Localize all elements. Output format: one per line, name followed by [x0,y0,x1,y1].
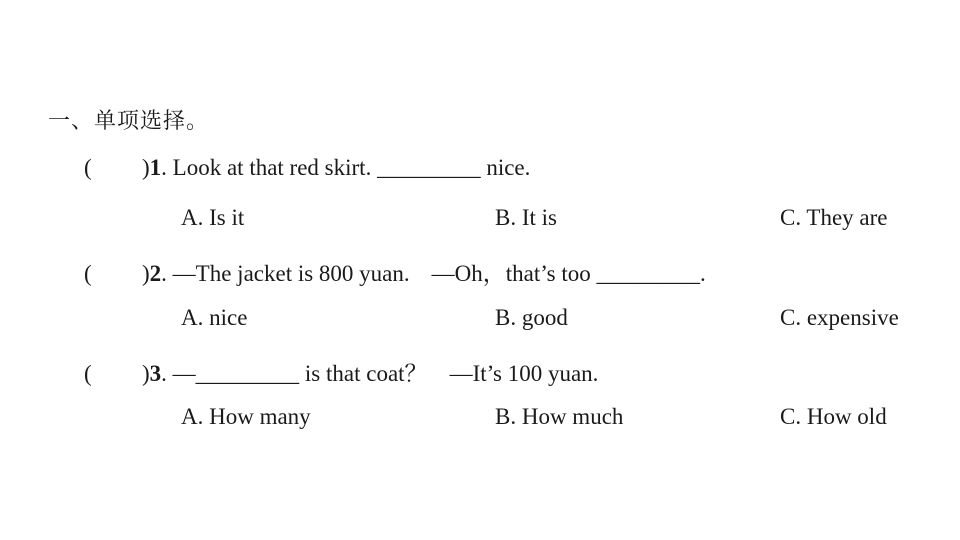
question-1 [84,155,530,181]
question-text: . —The jacket is 800 yuan. [161,261,410,286]
answer-paren-close: ) [142,261,150,286]
option-a[interactable]: A. Is it [181,205,245,230]
question-text: . —_________ is that coat？ [161,361,428,386]
answer-paren-close: ) [142,361,150,386]
option-a[interactable]: A. nice [181,305,248,330]
question-number: 3 [149,361,162,386]
answer-paren-open[interactable]: ( [84,261,92,286]
option-c[interactable]: C. They are [780,205,888,230]
option-b[interactable]: B. How much [495,404,624,429]
option-b[interactable]: B. good [495,305,568,330]
answer-paren-close: ) [142,155,150,180]
option-b[interactable]: B. It is [495,205,557,230]
question-reply-text: —Oh，that’s too _________. [431,261,706,286]
section-title: 一、单项选择。 [48,109,210,134]
question-number: 1 [149,155,162,180]
question-text: . Look at that red skirt. _________ nice. [161,155,531,180]
question-3 [84,355,598,388]
question-2 [84,255,706,288]
option-c[interactable]: C. How old [780,404,887,429]
question-reply-text: —It’s 100 yuan. [449,361,599,386]
question-number: 2 [149,261,162,286]
answer-paren-open[interactable]: ( [84,155,92,180]
option-c[interactable]: C. expensive [780,305,899,330]
option-a[interactable]: A. How many [181,404,311,429]
answer-paren-open[interactable]: ( [84,361,92,386]
